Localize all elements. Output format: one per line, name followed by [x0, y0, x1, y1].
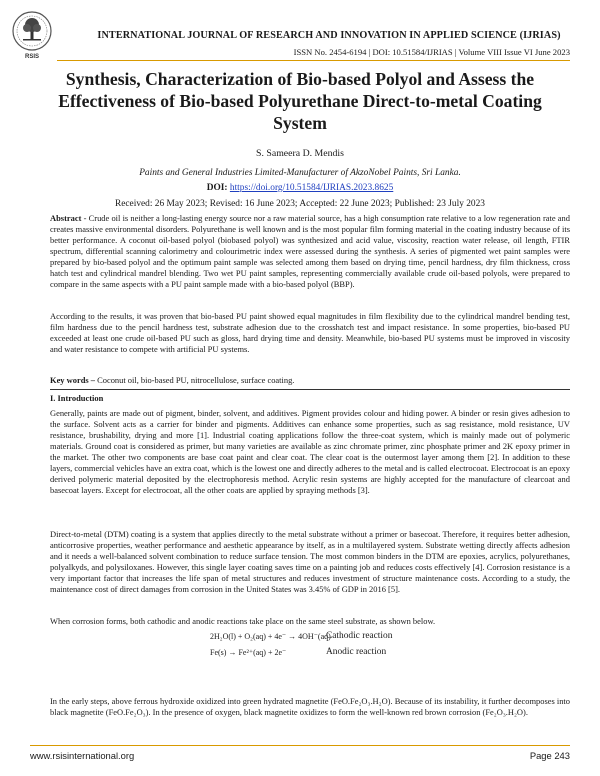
- author-name: S. Sameera D. Mendis: [256, 148, 344, 159]
- abstract-text-1: - Crude oil is neither a long-lasting energy source nor a raw material source, has a high consumption rate relative to a low regeneration rate and creates massive environmental disorders. Polyurethane is well known and is the most popular film forming material in the coating industry because of its better performance. A coconut oil-based polyol (biobased polyol) was synthesized and acid value, viscosity, reaction water release, oil length, FTIR spectrum, differential scanning calorimetry and colourimetric index were assessed during the synthesis. A series of pigmented wet paint samples were prepared by bio-based polyol and the optimum paint sample was selected among them based on drying time, pencil hardness, dry film thickness, cross hatch test and cylindrical mandrel blending. Two wet PU paint samples, representing commercially available crude oil-based polyols, were prepared to compare in the same aspects with a PU paint sample made with a bio-based polyol (BBP).: [50, 213, 570, 289]
- abstract-label: Abstract: [50, 213, 82, 223]
- header-divider: [57, 60, 570, 61]
- doi-label: DOI:: [206, 183, 228, 193]
- page-number: Page 243: [529, 750, 570, 761]
- intro-paragraph-4: In the early steps, above ferrous hydroxide oxidized into green hydrated magnetite (FeO.Fe₂O₃.H₂O). Because of its instability, it further decomposes into black magnetite (FeO.Fe₂O₃). In the presence of oxygen, black magnetite oxidizes to form the well-known red brown corrosion (Fe₂O₃.H₂O).: [50, 696, 570, 717]
- keywords-text: Coconut oil, bio-based PU, nitrocellulose, surface coating.: [97, 375, 295, 385]
- abstract-paragraph-2: According to the results, it was proven that bio-based PU paint showed equal magnitudes in film flexibility due to the cylindrical mandrel bending test, film hardness due to the pencil hardness test, substrate adhesion due to the crosshatch test and impact resistance. In some properties, bio-based PU exceeded at least one crude oil-based PU such as gloss, hard drying time and density. Meanwhile, bio-based PU systems must be improved in viscosity and water resistance to compete with artificial PU systems.: [50, 311, 570, 354]
- intro-paragraph-3: When corrosion forms, both cathodic and anodic reactions take place on the same steel substrate, as shown below.: [50, 616, 436, 626]
- author-affiliation: Paints and General Industries Limited-Manufacturer of AkzoNobel Paints, Sri Lanka.: [139, 168, 461, 178]
- anodic-equation: Fe(s) → Fe²⁺(aq) + 2e⁻: [210, 648, 287, 657]
- section-heading-introduction: I. Introduction: [50, 393, 104, 403]
- intro-paragraph-2: Direct-to-metal (DTM) coating is a system that applies directly to the metal substrate without a primer or basecoat. Therefore, it requires better adhesion, anticorrosive properties, weather performance and aesthetic appearance by itself, as in a multilayered system. Substrate wetting directly affects adhesion and it needs a well-balanced solvent combination to reduce surface tension. The most common binders in the DTM are epoxies, acrylics, polyurethanes, polyalkyds, and polysiloxanes. However, this single layer coating saves time on a painting job and reduces costs effectively [4]. Corrosion resistance is a very important factor that increases the life span of metal structures and reduces investment of structure maintenance costs. According to a study, the maintenance cost of direct damages from corrosion in the United States was 3.45% of GDP in 2016 [5].: [50, 529, 570, 594]
- issn-line: ISSN No. 2454-6194 | DOI: 10.51584/IJRIAS | Volume VIII Issue VI June 2023: [293, 47, 570, 57]
- footer-website[interactable]: www.rsisinternational.org: [30, 750, 135, 761]
- cathodic-equation: 2H₂O(l) + O₂(aq) + 4e⁻ → 4OH⁻(aq): [210, 632, 331, 641]
- logo-text: RSIS: [24, 54, 40, 60]
- footer-divider: [30, 745, 570, 746]
- keywords-divider: [50, 389, 570, 390]
- doi-link[interactable]: https://doi.org/10.51584/IJRIAS.2023.8625: [229, 183, 394, 193]
- journal-name: INTERNATIONAL JOURNAL OF RESEARCH AND INNOVATION IN APPLIED SCIENCE (IJRIAS): [97, 30, 561, 41]
- keywords: [50, 375, 570, 386]
- journal-seal-icon: [10, 10, 54, 60]
- publication-dates: Received: 26 May 2023; Revised: 16 June 2023; Accepted: 22 June 2023; Published: 23 July 2023: [114, 199, 485, 209]
- keywords-label: Key words –: [50, 375, 98, 385]
- intro-paragraph-1: Generally, paints are made out of pigment, binder, solvent, and additives. Pigment provides colour and hiding power. A binder or resin gives adhesion to the surface. Solvent acts as a carrier for binder and pigments. Additives can enhance some properties, such as sag resistance, mold resistance, UV resistance, brushability, drying and more [1]. Industrial coating applications follow the three-coat system, which is mainly made out of polymeric materials. Ground coat is considered as primer, but many varieties are available as zinc chromate primer, zinc phosphate primer and 2K epoxy primer in the market. The other two components are base coat paint and clear coat. The clear coat is the outermost layer among them [2]. In addition to these layers, commercial vehicles have an extra coat, which is the lowest one and directly adheres to the metal and is called electrocoat. Electrocoat is an epoxy derived polymeric material deposited by the electrophoresis method. Acrylic resin systems are highly accepted for the manufacture of clearcoat and basecoat layers. Except for electrocoat, all the other coats are applied by spraying methods [3].: [50, 408, 570, 495]
- doi-line: [0, 183, 600, 193]
- abstract-paragraph-1: [50, 213, 570, 290]
- anodic-label: Anodic reaction: [326, 647, 387, 657]
- cathodic-label: Cathodic reaction: [326, 631, 393, 641]
- article-title: Synthesis, Characterization of Bio-based Polyol and Assess the Effectiveness of Bio-based Polyurethane Direct-to-metal Coating System: [58, 69, 542, 133]
